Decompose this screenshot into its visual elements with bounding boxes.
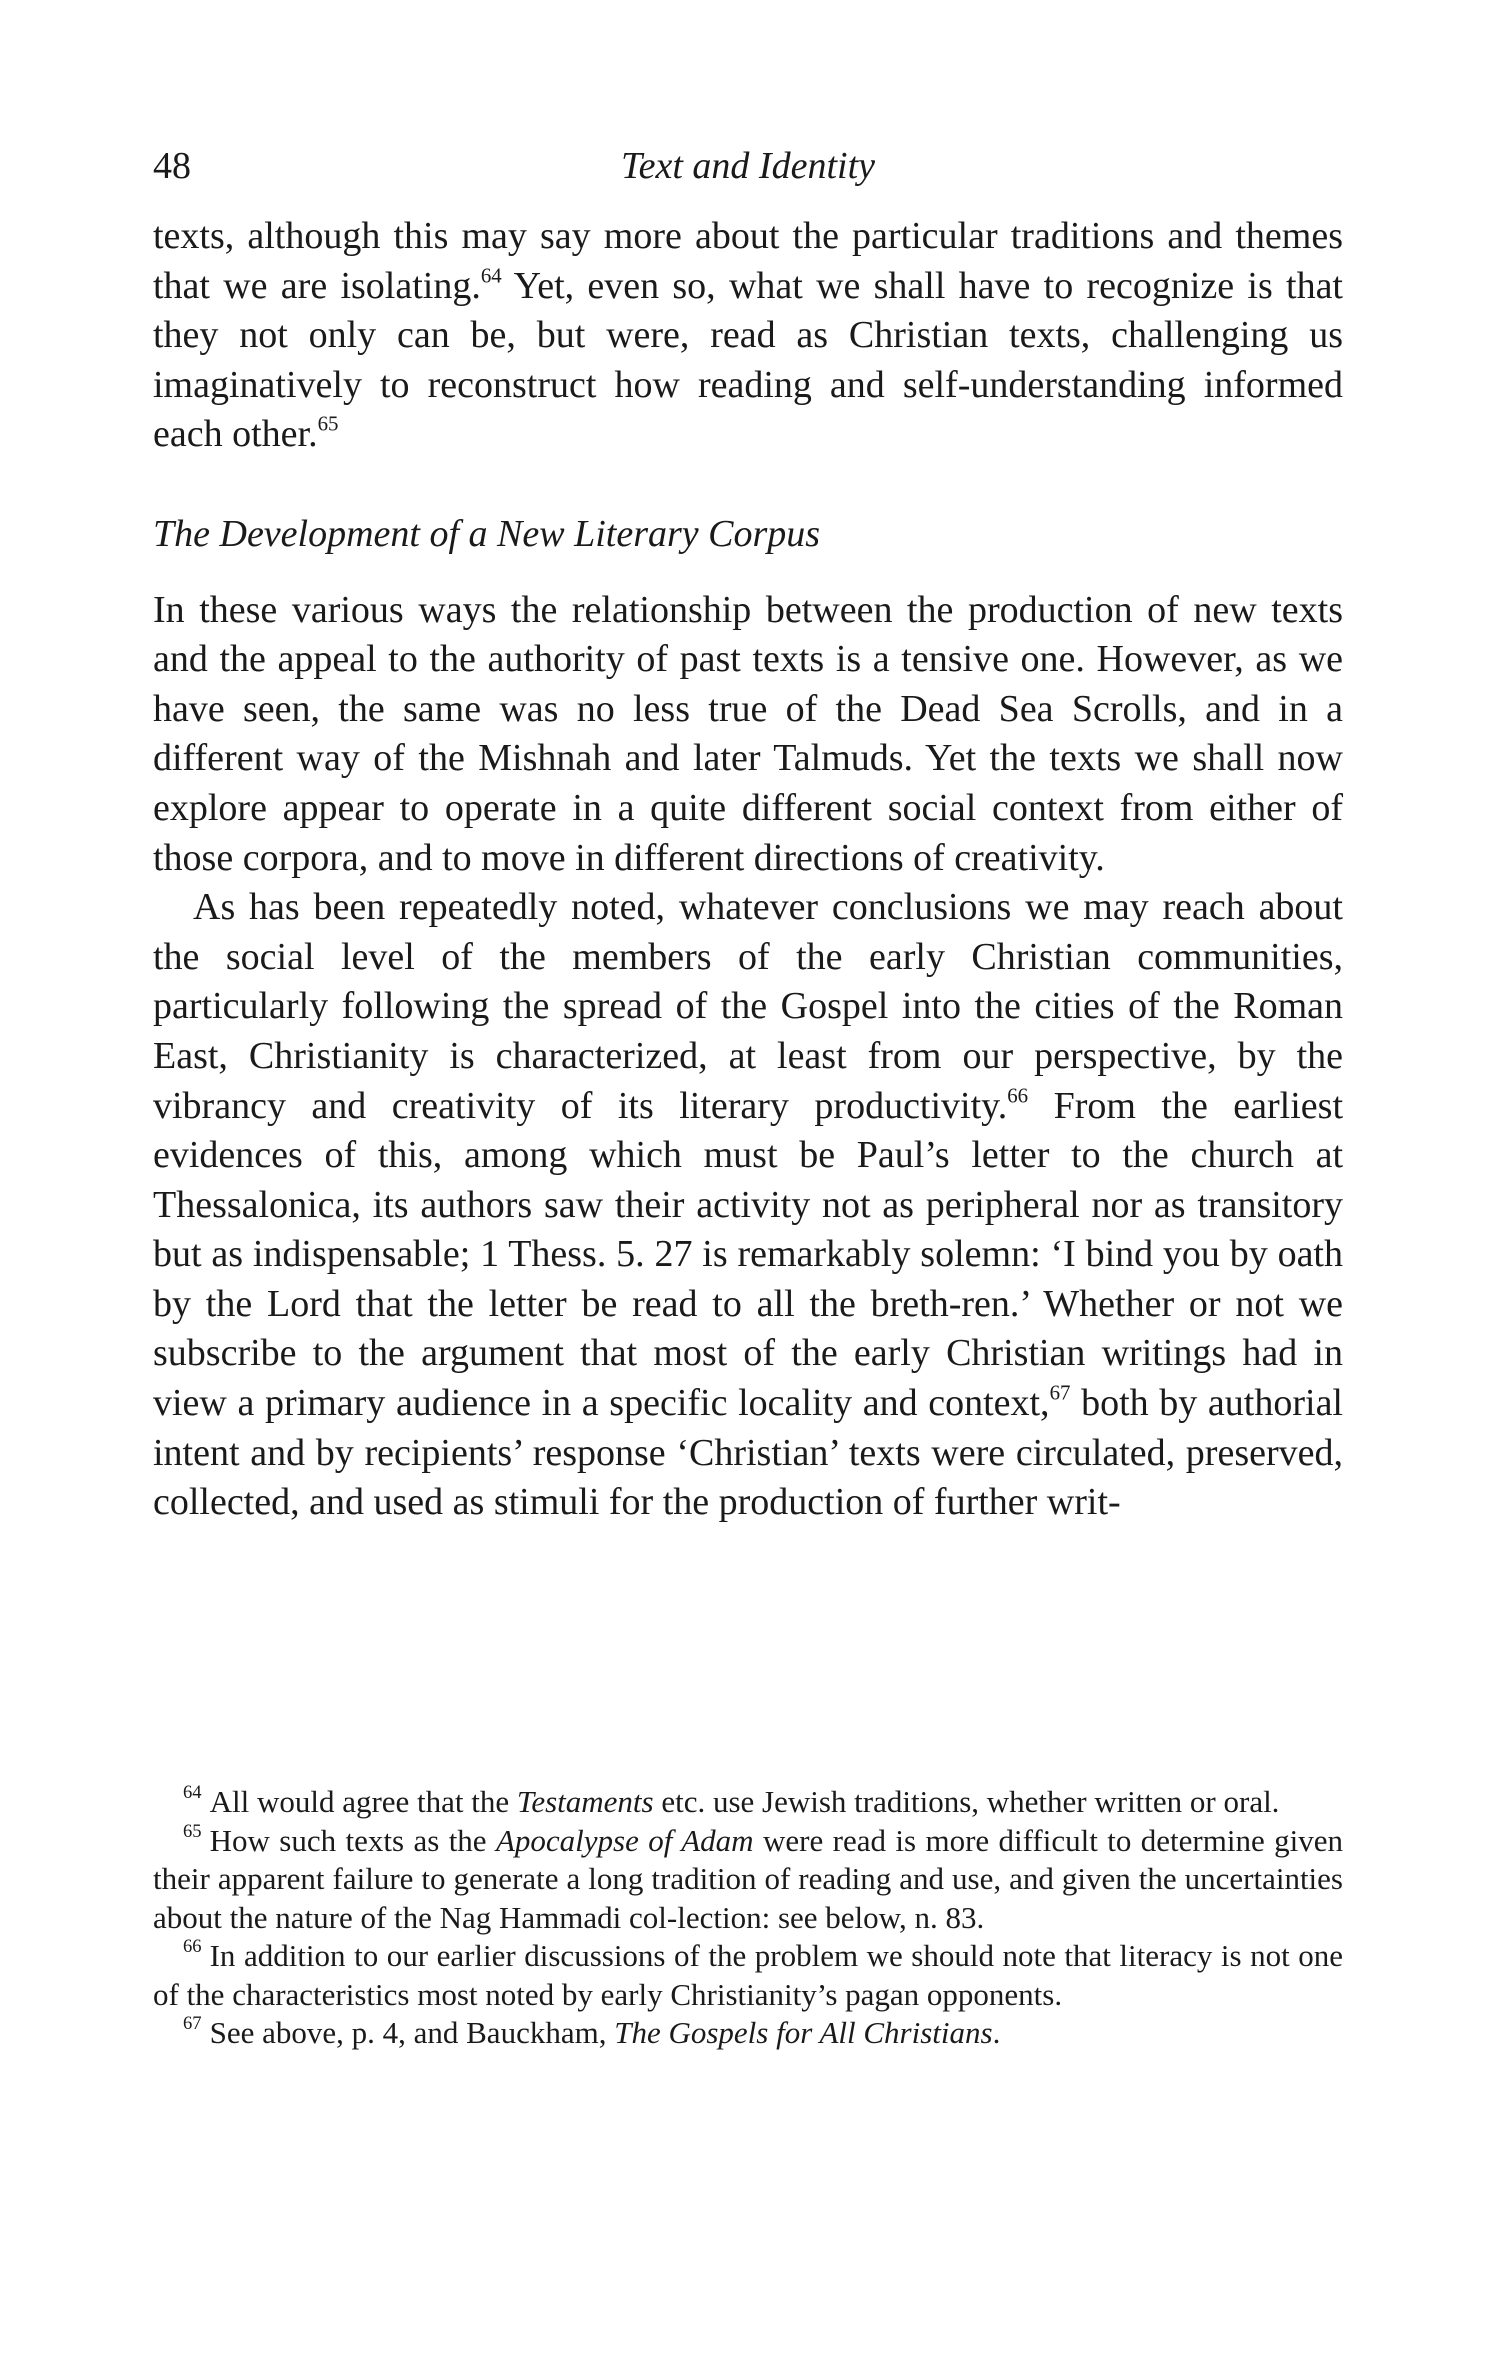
page-header [153, 142, 1343, 190]
footnote-text: . [992, 2015, 1001, 2050]
footnote-italic: Apocalypse of Adam [495, 1822, 754, 1858]
footnote-ref-67: 67 [1049, 1380, 1071, 1405]
footnote-text: were read is more difficult to determine given their apparent failure to generate a long tradition of reading and use, and given the uncertainties about the nature of the Nag Hammadi col-lection: see below, n. 83. [153, 1822, 1344, 1935]
section-heading: The Development of a New Literary Corpus [153, 512, 821, 555]
footnote-text: In addition to our earlier discussions of the problem we should note that literacy is not one of the characteristics most noted by early Christianity’s pagan opponents. [153, 1938, 1343, 2012]
footnote-ref-65: 65 [317, 411, 339, 436]
footnote-67 [153, 2014, 1343, 2053]
paragraph-1 [153, 212, 1343, 460]
footnote-65 [153, 1822, 1343, 1938]
paragraph-3-text-b: From the earliest evidences of this, among which must be Paul’s letter to the church at Thessalonica, its authors saw their activity not as peripheral nor as transitory but as indispensable; 1 Thess. 5. 27 is remarkably solemn: ‘I bind you by oath by the Lord that the letter be read to all the breth-ren.’ Whether or not we subscribe to the argument that most of the early Christian writings had in view a primary audience in a specific locality and context, [153, 1084, 1343, 1425]
footnote-66 [153, 1937, 1343, 2014]
footnote-italic: Testaments [516, 1784, 654, 1819]
main-text [153, 212, 1343, 1528]
footnote-ref-66: 66 [1007, 1082, 1029, 1107]
footnotes [153, 1783, 1343, 2053]
paragraph-1-text-a: texts, although this may say more about the particular traditions and themes that we are isolating. [153, 215, 1343, 307]
footnote-number: 67 [183, 2013, 202, 2035]
footnote-number: 66 [183, 1936, 202, 1958]
paragraph-3 [153, 883, 1343, 1528]
footnote-number: 65 [183, 1820, 202, 1842]
page-number: 48 [153, 145, 191, 187]
paragraph-2: In these various ways the relationship between the production of new texts and the appeal to the authority of past texts is a tensive one. However, as we have seen, the same was no less true of the Dead Sea Scrolls, and in a different way of the Mishnah and later Talmuds. Yet the texts we shall now explore appear to operate in a quite different social context from either of those corpora, and to move in different directions of creativity. [153, 588, 1343, 879]
footnote-text: etc. use Jewish traditions, whether written or oral. [653, 1784, 1280, 1819]
paragraph-3-text-a: As has been repeatedly noted, whatever conclusions we may reach about the social level of the members of the early Christian communities, particularly following the spread of the Gospel into the cities of the Roman East, Christianity is characterized, at least from our perspective, by the vibrancy and creativity of its literary productivity. [153, 886, 1343, 1127]
paragraph-3-text-c: both by authorial intent and by recipients’ response ‘Christian’ texts were circulated, preserved, collected, and used as stimuli for the production of further writ- [153, 1382, 1343, 1524]
footnote-text: How such texts as the [209, 1822, 496, 1858]
paragraph-1-text-b: Yet, even so, what we shall have to recognize is that they not only can be, but were, read as Christian texts, challenging us imaginatively to reconstruct how reading and self-understanding informed each other. [153, 264, 1343, 456]
footnote-text: All would agree that the [209, 1784, 517, 1819]
running-title: Text and Identity [621, 145, 875, 187]
footnote-number: 64 [183, 1782, 202, 1804]
footnote-64 [153, 1783, 1343, 1822]
footnote-italic: The Gospels for All Christians [614, 2015, 993, 2050]
footnote-ref-64: 64 [480, 262, 502, 287]
footnote-text: See above, p. 4, and Bauckham, [209, 2015, 615, 2050]
